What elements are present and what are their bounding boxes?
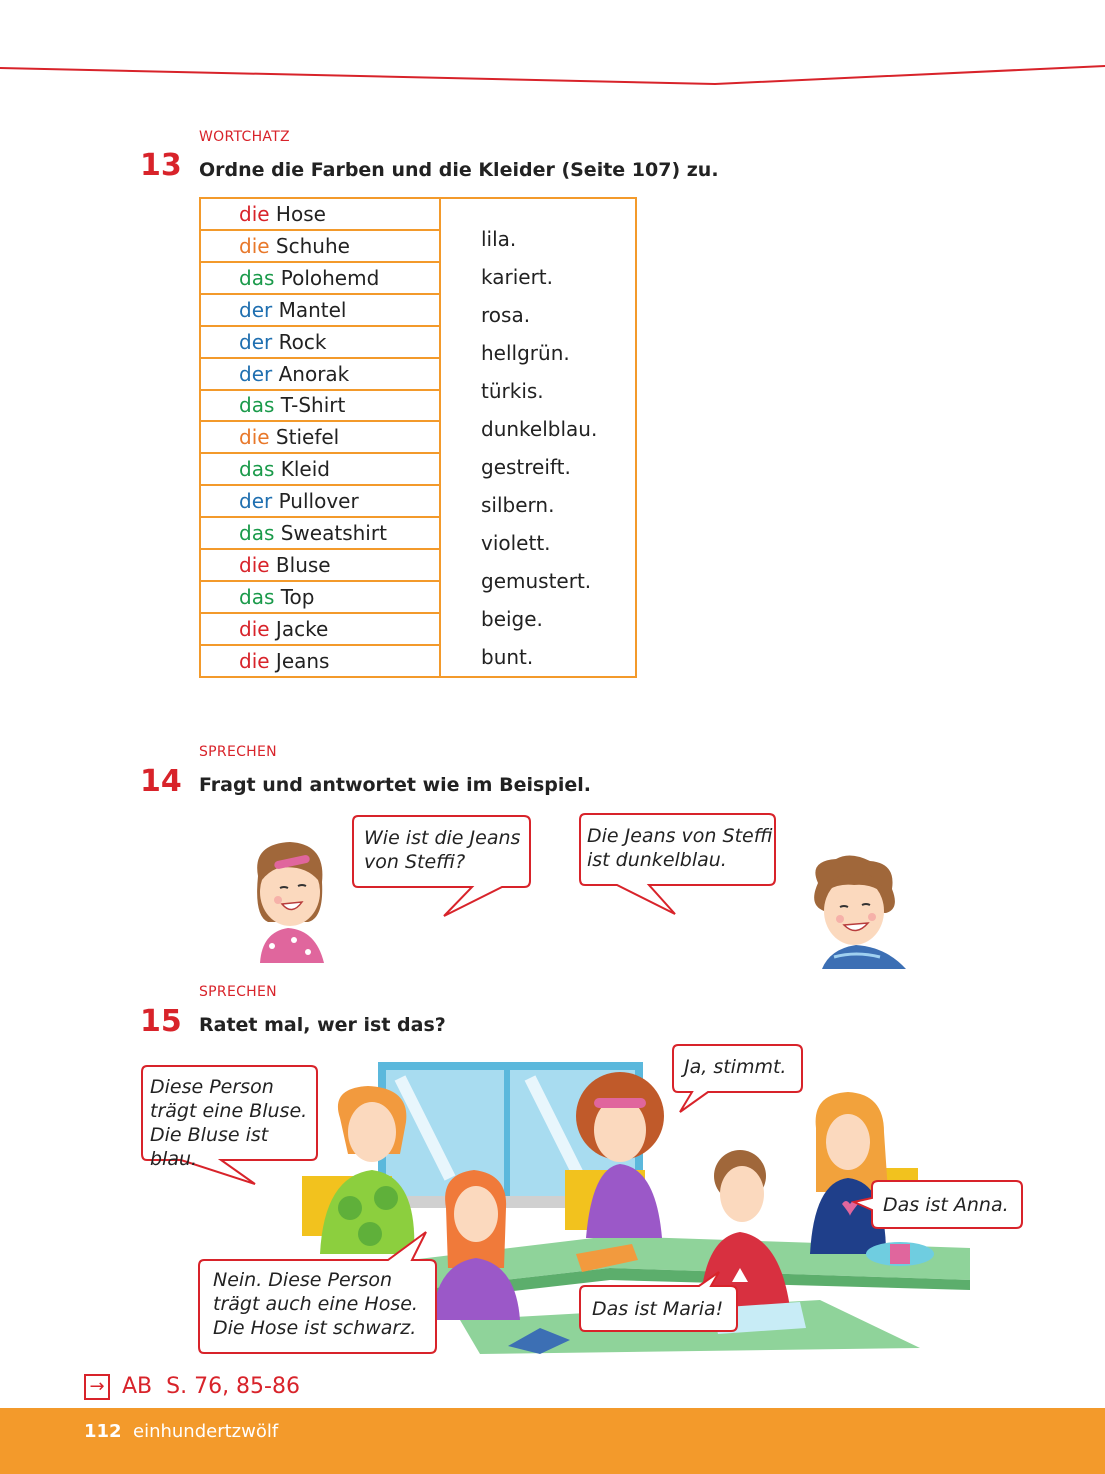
bubble-line: Das ist Maria! <box>592 1298 724 1320</box>
bubble-line: Ja, stimmt. <box>684 1056 787 1078</box>
noun: Schuhe <box>275 233 350 258</box>
exercise-title-15: Ratet mal, wer ist das? <box>199 1014 446 1036</box>
clothing-item <box>200 390 440 422</box>
clothing-item <box>200 453 440 485</box>
article: das <box>239 393 275 418</box>
clothing-item <box>200 485 440 517</box>
speech-bubble-anna <box>852 1180 1024 1232</box>
article: das <box>239 265 275 290</box>
noun: Kleid <box>280 457 330 482</box>
color-adjective: kariert. <box>481 265 553 289</box>
article: die <box>239 648 270 673</box>
article: der <box>239 489 273 514</box>
noun: Anorak <box>278 361 350 386</box>
clothing-item <box>200 613 440 645</box>
exercise-number-13: 13 <box>140 148 182 183</box>
speech-bubble-question <box>352 815 532 917</box>
page-number: 112 <box>84 1421 122 1442</box>
noun: Rock <box>278 329 327 354</box>
girl-illustration <box>238 836 338 963</box>
page-number-words: einhundertzwölf <box>133 1421 279 1442</box>
clothing-item <box>200 421 440 453</box>
noun: T-Shirt <box>280 393 346 418</box>
clothing-item <box>200 645 440 677</box>
color-adjective: rosa. <box>481 303 531 327</box>
color-adjective: türkis. <box>481 379 544 403</box>
noun: Stiefel <box>275 425 340 450</box>
clothing-item <box>200 294 440 326</box>
color-adjective: hellgrün. <box>481 341 570 365</box>
bubble-line: Die Bluse ist blau. <box>150 1124 269 1170</box>
bubble-line: Wie ist die Jeans <box>364 827 521 849</box>
bubble-line: Nein. Diese Person <box>213 1269 393 1291</box>
clothing-item <box>200 230 440 262</box>
speech-bubble-confirm <box>672 1044 804 1114</box>
article: die <box>239 616 270 641</box>
clothing-item <box>200 198 440 230</box>
clothing-item <box>200 517 440 549</box>
clothing-item <box>200 358 440 390</box>
vocab-row <box>200 198 636 230</box>
article: die <box>239 553 270 578</box>
noun: Hose <box>275 201 326 226</box>
color-adjective: bunt. <box>481 645 534 669</box>
color-adjective: gemustert. <box>481 569 592 593</box>
color-adjective: lila. <box>481 227 517 251</box>
speech-bubble-maria <box>579 1270 739 1334</box>
article: das <box>239 585 275 610</box>
bubble-line: Das ist Anna. <box>883 1194 1009 1216</box>
bubble-line: Diese Person <box>150 1076 274 1098</box>
color-adjective: dunkelblau. <box>481 417 598 441</box>
clothing-item <box>200 326 440 358</box>
vocabulary-table <box>199 197 637 678</box>
color-adjective: silbern. <box>481 493 555 517</box>
workbook-reference-text: AB S. 76, 85-86 <box>122 1374 300 1399</box>
bubble-line: trägt eine Bluse. <box>150 1100 308 1122</box>
speech-bubble-answer <box>579 813 779 915</box>
noun: Bluse <box>275 553 331 578</box>
boy-illustration <box>800 853 908 969</box>
arrow-right-icon: → <box>84 1374 110 1400</box>
workbook-reference <box>84 1374 300 1400</box>
adjective-column <box>440 198 636 677</box>
noun: Top <box>280 585 315 610</box>
color-adjective: violett. <box>481 531 551 555</box>
article: die <box>239 425 270 450</box>
section-tag-sprechen-14: SPRECHEN <box>199 744 277 760</box>
bubble-line: von Steffi? <box>364 851 466 873</box>
section-tag-wortschatz: WORTCHATZ <box>199 129 290 145</box>
exercise-number-15: 15 <box>140 1004 182 1039</box>
color-adjective: beige. <box>481 607 543 631</box>
article: die <box>239 233 270 258</box>
bubble-line: trägt auch eine Hose. <box>213 1293 418 1315</box>
header-divider <box>0 0 1105 100</box>
bubble-line: Die Jeans von Steffi <box>587 825 773 847</box>
article: die <box>239 201 270 226</box>
exercise-number-14: 14 <box>140 764 182 799</box>
section-tag-sprechen-15: SPRECHEN <box>199 984 277 1000</box>
bubble-line: ist dunkelblau. <box>587 849 727 871</box>
noun: Pullover <box>278 489 359 514</box>
color-adjective: gestreift. <box>481 455 571 479</box>
bubble-line: Die Hose ist schwarz. <box>213 1317 417 1339</box>
article: das <box>239 521 275 546</box>
article: das <box>239 457 275 482</box>
clothing-item <box>200 581 440 613</box>
noun: Mantel <box>278 297 347 322</box>
article: der <box>239 361 273 386</box>
clothing-item <box>200 262 440 294</box>
speech-bubble-clue-1 <box>141 1065 321 1185</box>
noun: Sweatshirt <box>280 521 387 546</box>
exercise-title-13: Ordne die Farben und die Kleider (Seite 107) zu. <box>199 159 719 181</box>
speech-bubble-clue-2 <box>198 1230 438 1356</box>
article: der <box>239 329 273 354</box>
noun: Polohemd <box>280 265 380 290</box>
article: der <box>239 297 273 322</box>
clothing-item <box>200 549 440 581</box>
noun: Jeans <box>275 648 330 673</box>
exercise-title-14: Fragt und antwortet wie im Beispiel. <box>199 774 592 796</box>
noun: Jacke <box>275 616 329 641</box>
